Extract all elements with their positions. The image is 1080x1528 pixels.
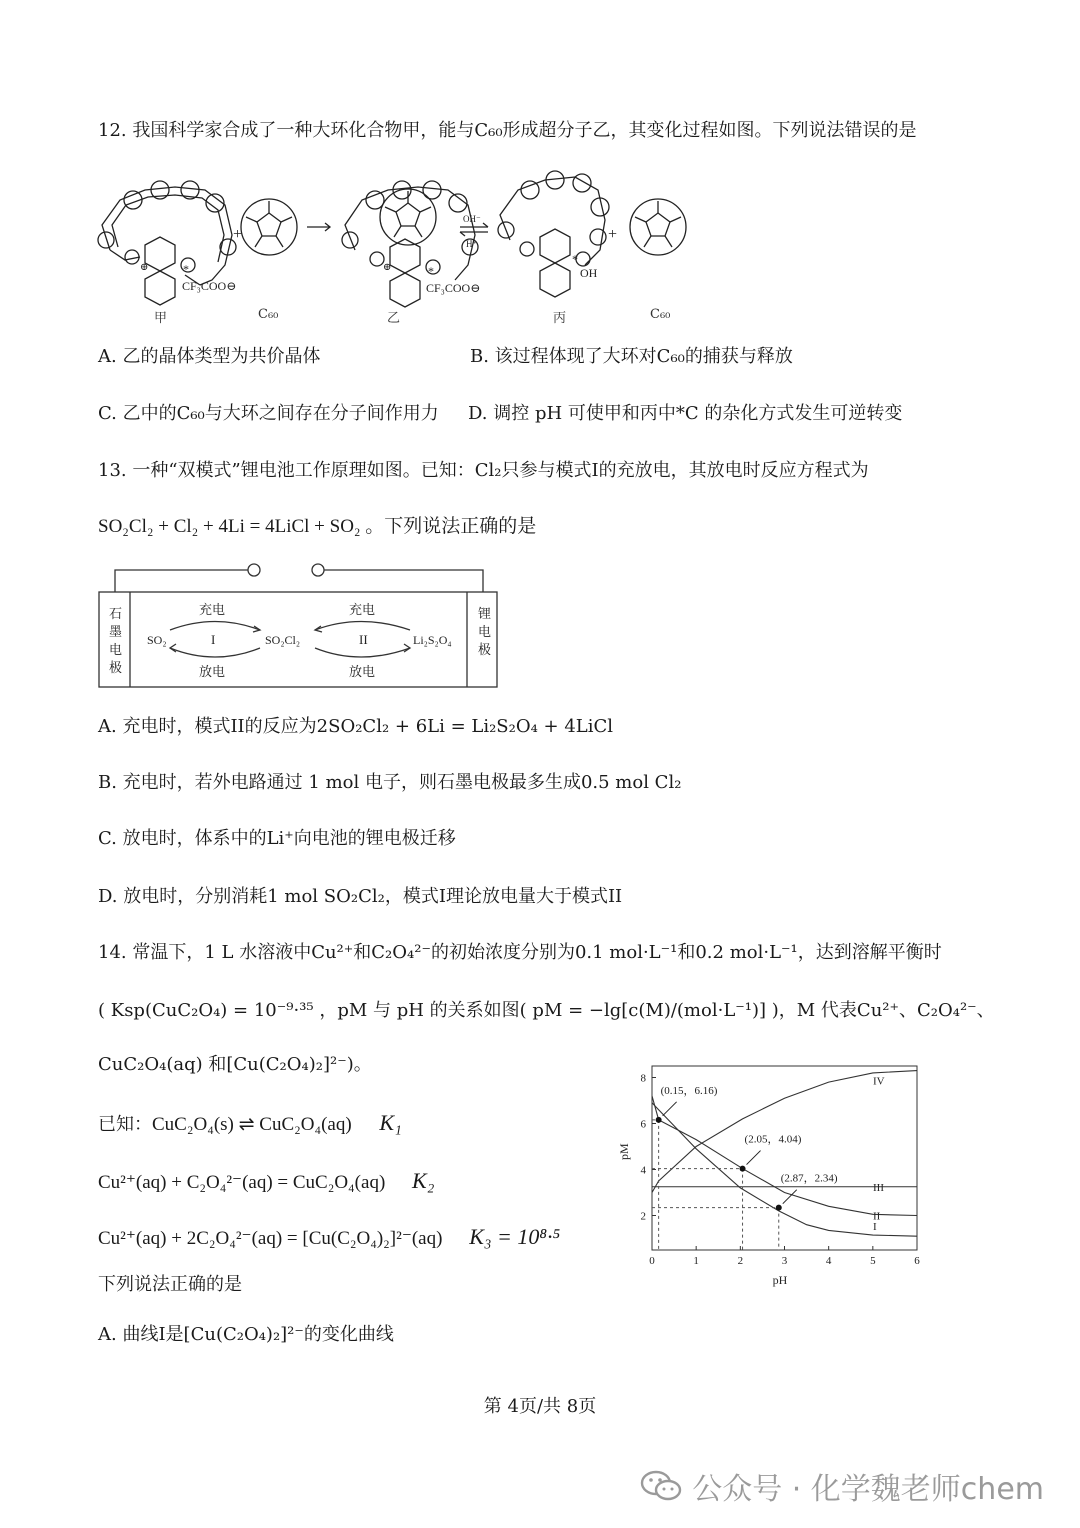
q12-option-c: C. 乙中的C₆₀与大环之间存在分子间作用力 [98, 403, 439, 424]
annotation-label: (0.15，6.16) [660, 1084, 718, 1097]
x-tick-label: 3 [781, 1255, 788, 1267]
label-c60-b: C₆₀ [650, 307, 671, 322]
wechat-icon [640, 1469, 682, 1503]
annotation-point [740, 1166, 746, 1172]
left-electrode-c1: 石 [109, 606, 123, 621]
x-axis-label: pH [772, 1273, 788, 1287]
x-tick-label: 5 [870, 1255, 876, 1267]
svg-text:OH: OH [580, 266, 598, 280]
svg-text:OH⁻: OH⁻ [463, 214, 481, 224]
y-tick-label: 8 [640, 1072, 646, 1085]
svg-text:充电: 充电 [199, 602, 226, 617]
svg-text:放电: 放电 [349, 664, 376, 679]
q13-stem-2: SO₂Cl₂ + Cl₂ + 4Li = 4LiCl + SO₂ 。下列说法正确的是 [98, 516, 537, 537]
x-tick-label: 0 [649, 1255, 655, 1267]
x-tick-label: 4 [825, 1255, 832, 1267]
annotation-arrow [747, 1151, 761, 1165]
series-label-IV: IV [873, 1075, 885, 1088]
y-tick-label: 2 [640, 1210, 646, 1223]
y-tick-label: 6 [640, 1118, 646, 1131]
svg-text:墨: 墨 [109, 624, 123, 639]
q14-known: 已知：CuC₂O₄(s) ⇌ CuC₂O₄(aq) K₁ [98, 1110, 402, 1135]
svg-text:SO₂Cl₂: SO₂Cl₂ [265, 633, 301, 647]
svg-text:⊕: ⊕ [140, 262, 149, 273]
svg-text:极: 极 [478, 642, 492, 657]
annotation-point [776, 1205, 782, 1211]
label-bing: 丙 [553, 311, 567, 326]
svg-text:H⁺: H⁺ [466, 239, 478, 249]
watermark: 公众号 · 化学魏老师chem [640, 1464, 1044, 1508]
svg-text:极: 极 [109, 660, 123, 675]
q12-option-b: B. 该过程体现了大环对C₆₀的捕获与释放 [470, 346, 793, 367]
page-footer: 第 4页/共 8页 [483, 1396, 597, 1417]
annotation-arrow [783, 1190, 797, 1204]
label-yi: 乙 [387, 311, 401, 326]
q14-stem-1: 14. 常温下，1 L 水溶液中Cu²⁺和C₂O₄²⁻的初始浓度分别为0.1 mol·L⁻¹和0.2 mol·L⁻¹，达到溶解平衡时 [98, 942, 942, 963]
svg-text:CF₃COO⊖: CF₃COO⊖ [182, 279, 237, 293]
q13-option-c: C. 放电时，体系中的Li⁺向电池的锂电极迁移 [98, 828, 456, 849]
q13-option-b: B. 充电时，若外电路通过 1 mol 电子，则石墨电极最多生成0.5 mol Cl₂ [98, 772, 682, 793]
svg-text:I: I [211, 632, 216, 647]
svg-text:充电: 充电 [349, 602, 376, 617]
q13-option-d: D. 放电时，分别消耗1 mol SO₂Cl₂，模式I理论放电量大于模式II [98, 886, 623, 907]
battery-diagram [95, 558, 515, 698]
series-label-III: III [873, 1181, 884, 1194]
q14-eq3: Cu²⁺(aq) + 2C₂O₄²⁻(aq) = [Cu(C₂O₄)₂]²⁻(aq) K₃ = 10⁸·⁵ [98, 1224, 561, 1249]
q14-stem-3: CuC₂O₄(aq) 和[Cu(C₂O₄)₂]²⁻)。 [98, 1054, 372, 1075]
svg-text:⊕: ⊕ [383, 262, 392, 273]
label-jia: 甲 [154, 311, 168, 326]
q14-option-a: A. 曲线I是[Cu(C₂O₄)₂]²⁻的变化曲线 [98, 1324, 394, 1345]
svg-text:*: * [183, 262, 189, 276]
svg-text:电: 电 [478, 624, 492, 639]
q12-reaction-figure [0, 165, 1080, 365]
x-tick-label: 6 [914, 1255, 920, 1267]
svg-text:Li₂S₂O₄: Li₂S₂O₄ [413, 633, 452, 647]
x-tick-label: 2 [737, 1255, 744, 1267]
q13-option-a: A. 充电时，模式II的反应为2SO₂Cl₂ + 6Li = Li₂S₂O₄ + 4LiCl [98, 716, 614, 737]
x-tick-label: 1 [693, 1255, 699, 1267]
svg-text:*: * [428, 264, 434, 278]
svg-text:放电: 放电 [199, 664, 226, 679]
q14-stem-2: ( Ksp(CuC₂O₄) = 10⁻⁹·³⁵ ，pM 与 pH 的关系如图( pM = −lg[c(M)/(mol·L⁻¹)] )，M 代表Cu²⁺、C₂O₄²⁻、 [98, 1000, 995, 1021]
series-label-I: I [873, 1221, 877, 1234]
q12-option-d: D. 调控 pH 可使甲和丙中*C 的杂化方式发生可逆转变 [468, 403, 903, 424]
svg-text:CF₃COO⊖: CF₃COO⊖ [426, 281, 481, 295]
svg-text:锂: 锂 [478, 606, 492, 621]
annotation-arrow [663, 1102, 677, 1116]
annotation-point [656, 1117, 662, 1123]
svg-text:电: 电 [109, 642, 123, 657]
svg-text:*: * [572, 252, 578, 266]
svg-text:+: + [608, 226, 618, 243]
pm-ph-chart [617, 1060, 940, 1290]
q13-stem-1: 13. 一种“双模式”锂电池工作原理如图。已知：Cl₂只参与模式I的充放电，其放电时反应方程式为 [98, 460, 869, 481]
svg-text:+: + [233, 226, 243, 243]
annotation-label: (2.05，4.04) [744, 1133, 802, 1146]
series-label-II: II [873, 1210, 881, 1223]
q12-stem: 12. 我国科学家合成了一种大环化合物甲，能与C₆₀形成超分子乙，其变化过程如图。下列说法错误的是 [98, 120, 917, 141]
svg-text:II: II [359, 632, 368, 647]
annotation-label: (2.87，2.34) [780, 1172, 838, 1185]
y-tick-label: 4 [640, 1164, 646, 1177]
y-axis-label: pM [617, 1143, 631, 1160]
q12-option-a: A. 乙的晶体类型为共价晶体 [98, 346, 321, 367]
svg-text:SO₂: SO₂ [147, 633, 167, 647]
q14-eq2: Cu²⁺(aq) + C₂O₄²⁻(aq) = CuC₂O₄(aq) K₂ [98, 1168, 435, 1193]
q14-prompt: 下列说法正确的是 [98, 1274, 242, 1295]
label-c60-a: C₆₀ [258, 307, 279, 322]
series-line-II [652, 1096, 917, 1216]
